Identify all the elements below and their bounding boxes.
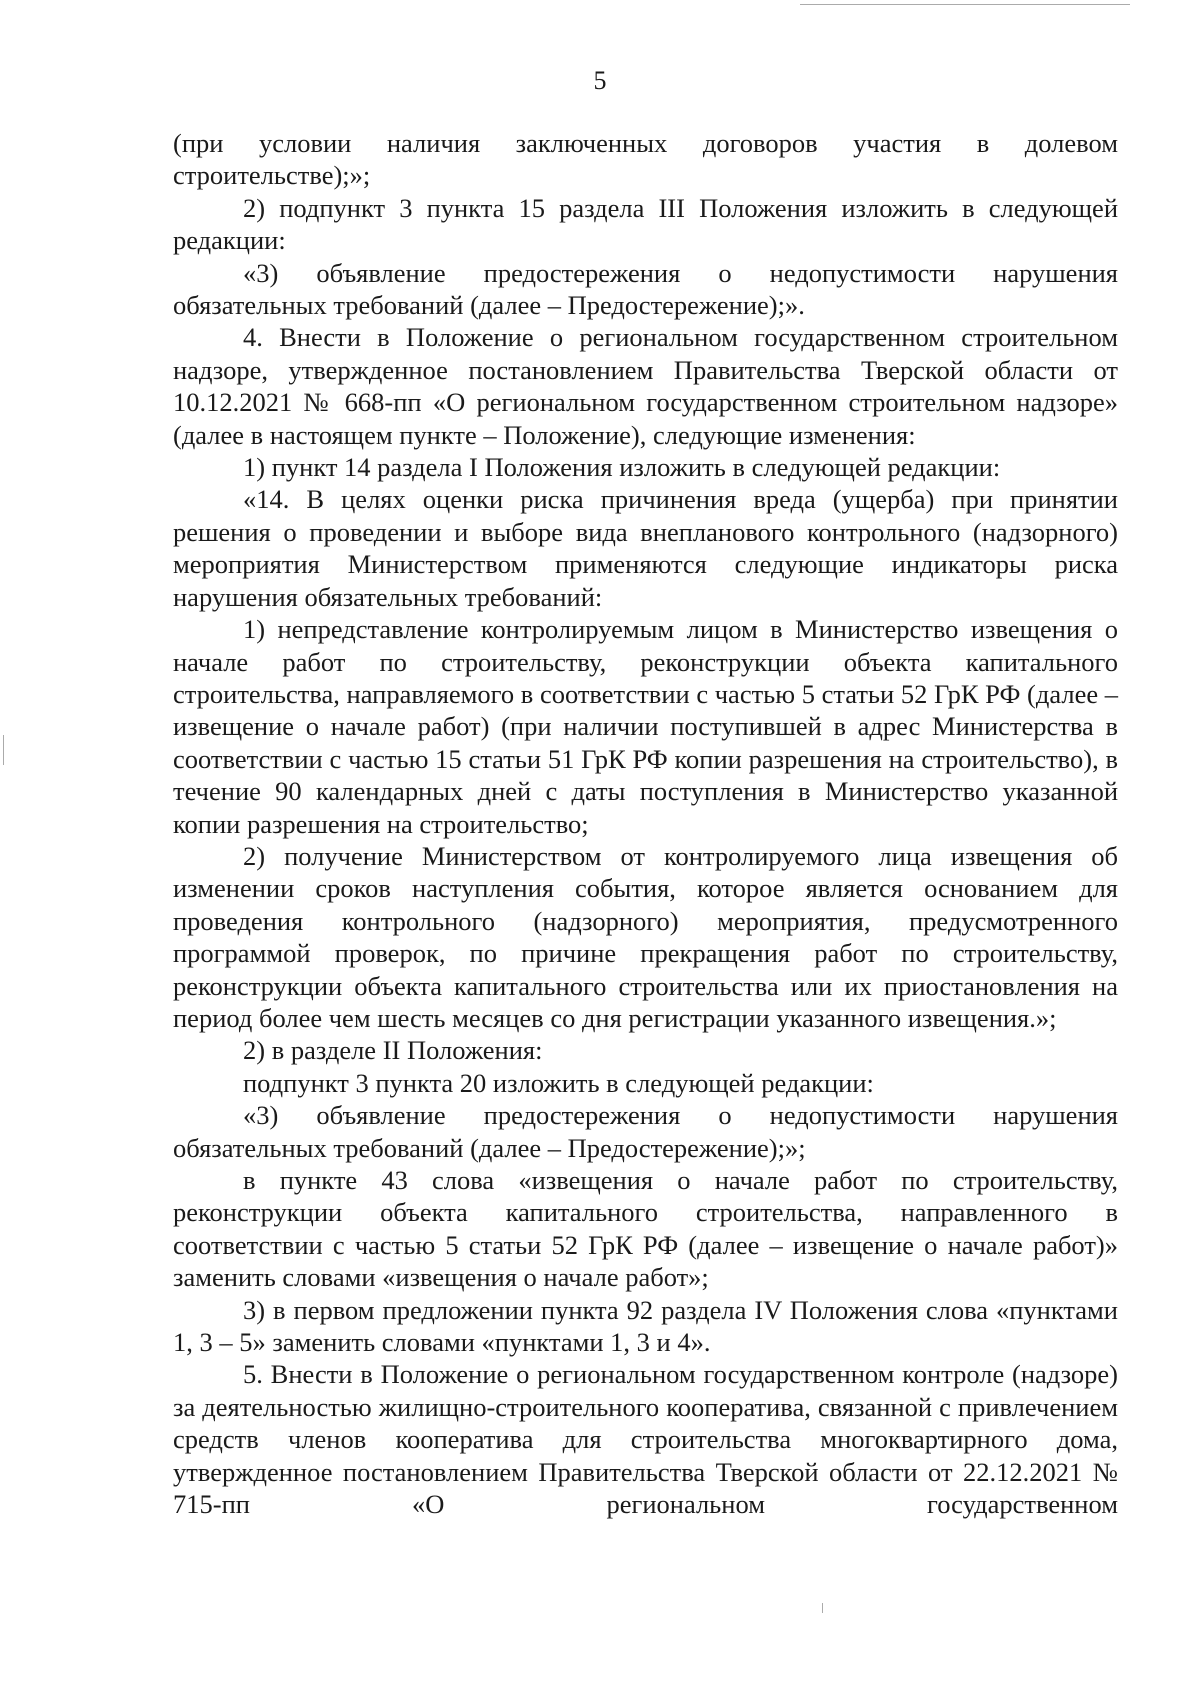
paragraph: 3) в первом предложении пункта 92 раздела IV Положения слова «пунктами 1, 3 – 5» заменить словами «пунктами 1, 3 и 4». (173, 1294, 1118, 1358)
scan-artifact-top (800, 4, 1130, 5)
paragraph: 2) получение Министерством от контролируемого лица извещения об изменении сроков наступления события, которое является основанием для проведения контрольного (надзорного) мероприятия, предусмотренного программой проверок, по причине прекращения работ по строительству, реконструкции объекта капитального строительства или их приостановления на период более чем шесть месяцев со дня регистрации указанного извещения.»; (173, 840, 1118, 1033)
paragraph: подпункт 3 пункта 20 изложить в следующей редакции: (243, 1067, 874, 1098)
paragraph: «3) объявление предостережения о недопустимости нарушения обязательных требований (далее – Предостережение);». (173, 257, 1118, 321)
scan-artifact-bottom (822, 1603, 823, 1613)
paragraph: 1) непредставление контролируемым лицом в Министерство извещения о начале работ по строительству, реконструкции объекта капитального строительства, направляемого в соответствии с частью 5 статьи 52 ГрК РФ (далее – извещение о начале работ) (при наличии поступившей в адрес Министерства в соответствии с частью 15 статьи 51 ГрК РФ копии разрешения на строительство), в течение 90 календарных дней с даты поступления в Министерство указанной копии разрешения на строительство; (173, 614, 1118, 839)
paragraph: 4. Внести в Положение о региональном государственном строительном надзоре, утвержденное постановлением Правительства Тверской области от 10.12.2021 № 668-пп «О региональном государственном строительном надзоре» (далее в настоящем пункте – Положение), следующие изменения: (173, 322, 1118, 450)
paragraph: 2) подпункт 3 пункта 15 раздела III Положения изложить в следующей редакции: (173, 192, 1118, 256)
document-body (173, 127, 1118, 1520)
paragraph: «3) объявление предостережения о недопустимости нарушения обязательных требований (далее – Предостережение);»; (173, 1100, 1118, 1163)
paragraph: «14. В целях оценки риска причинения вреда (ущерба) при принятии решения о проведении и выборе вида внепланового контрольного (надзорного) мероприятия Министерством применяются следующие индикаторы риска нарушения обязательных требований: (173, 484, 1118, 612)
scan-artifact-left (3, 735, 4, 765)
paragraph: 5. Внести в Положение о региональном государственном контроле (надзоре) за деятельностью жилищно-строительного кооператива, связанной с привлечением средств членов кооператива для строительства многоквартирного дома, утвержденное постановлением Правительства Тверской области от 22.12.2021 № 715-пп «О региональном государственном (173, 1359, 1118, 1520)
paragraph: 2) в разделе II Положения: (243, 1035, 543, 1066)
paragraph: (при условии наличия заключенных договоров участия в долевом строительстве);»; (173, 128, 1118, 191)
page-number: 5 (593, 66, 607, 95)
paragraph: 1) пункт 14 раздела I Положения изложить в следующей редакции: (243, 452, 1001, 483)
paragraph: в пункте 43 слова «извещения о начале работ по строительству, реконструкции объекта капитального строительства, направленного в соответствии с частью 5 статьи 52 ГрК РФ (далее – извещение о начале работ)» заменить словами «извещения о начале работ»; (173, 1165, 1118, 1293)
